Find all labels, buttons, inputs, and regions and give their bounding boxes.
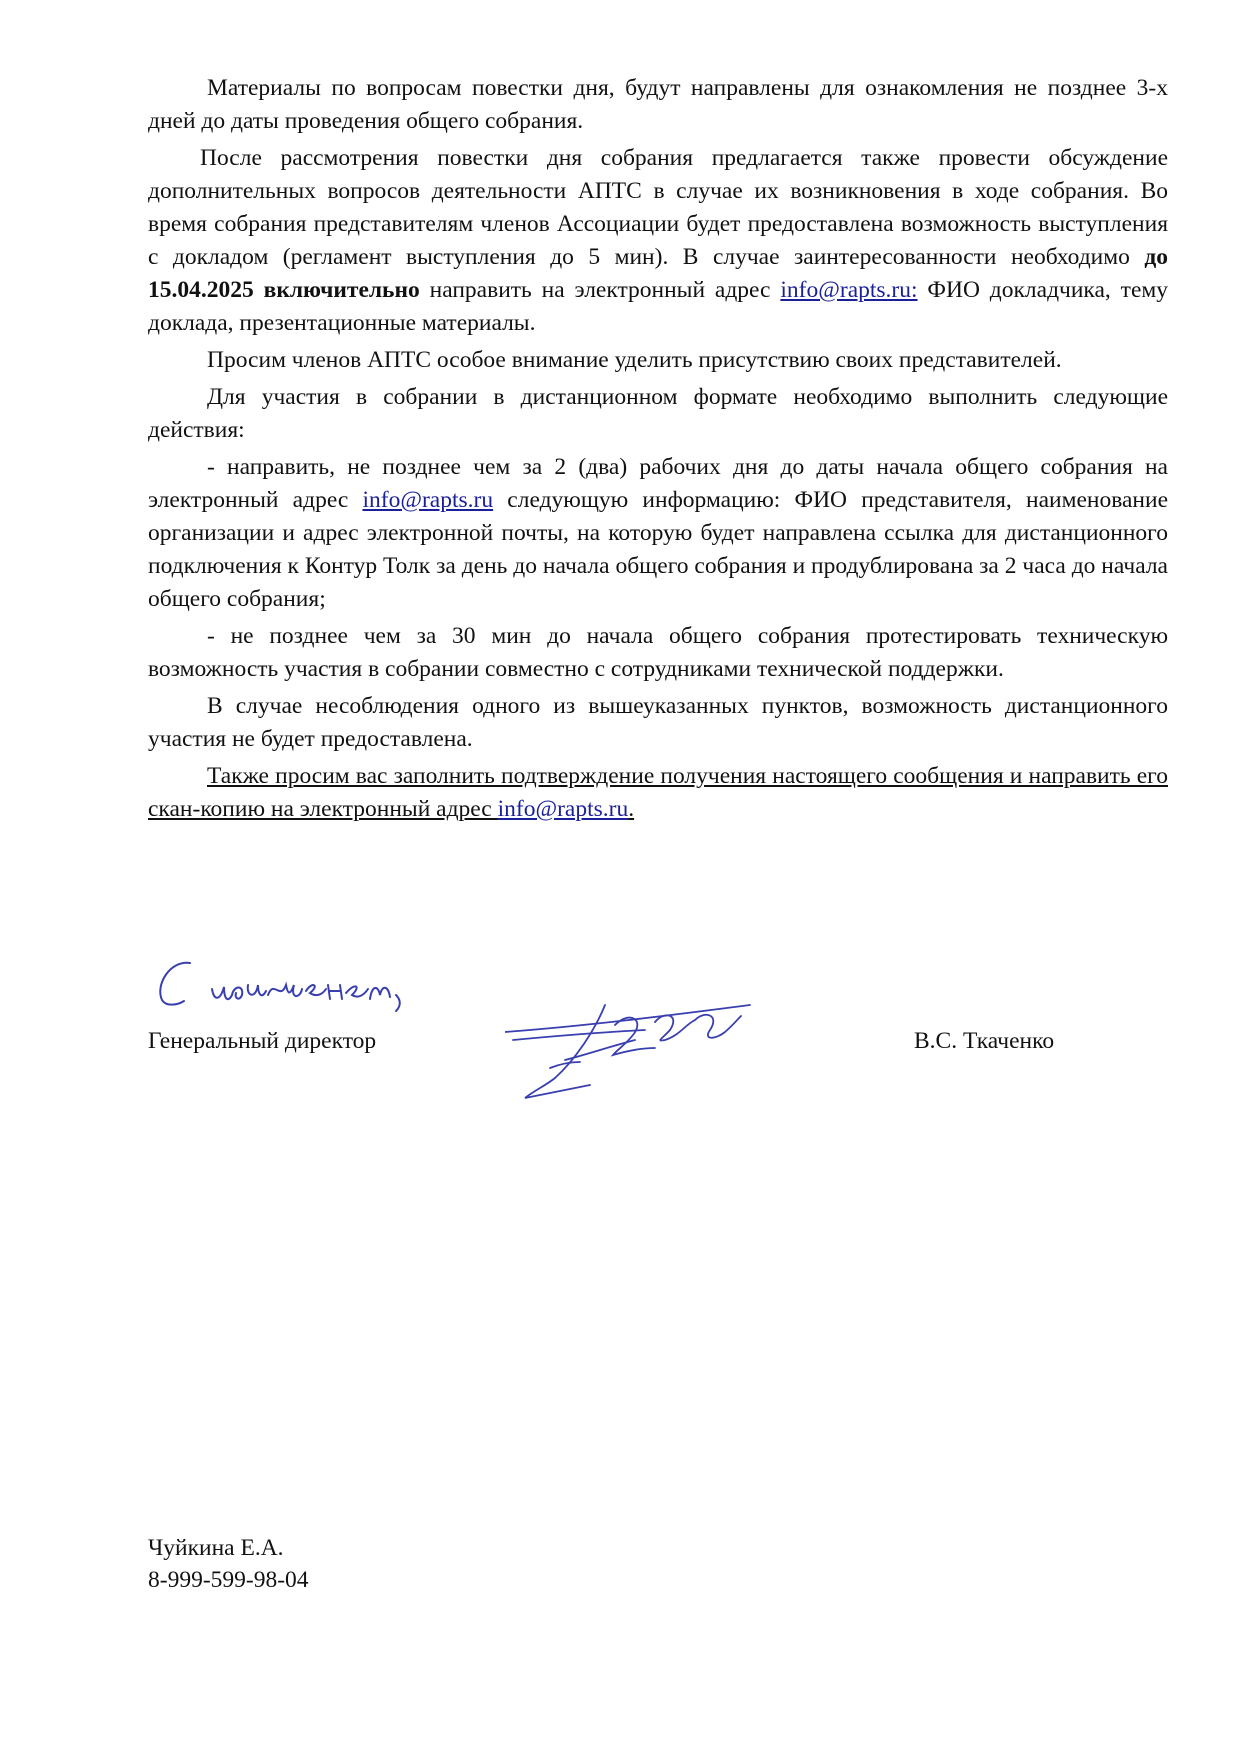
email-link[interactable]: info@rapts.ru: — [780, 277, 918, 303]
signature-row — [148, 1025, 1168, 1065]
handwritten-closing — [150, 955, 450, 1015]
handwritten-closing-image — [150, 955, 450, 1015]
paragraph-remote-intro: Для участия в собрании в дистанционном формате необходимо выполнить следующие действия: — [148, 384, 1168, 443]
contact-person: Чуйкина Е.А. — [148, 1535, 284, 1561]
discussion-text-end: ФИО докладчика, тему доклада, презентационные материалы. — [148, 277, 1168, 336]
paragraph-discussion — [148, 142, 1168, 340]
contact-block — [148, 1532, 309, 1596]
step-1-text-start: - направить, не позднее чем за 2 (два) рабочих дня до даты начала общего собрания на электронный адрес — [148, 454, 1168, 513]
signatory-title: Генеральный директор — [148, 1028, 377, 1054]
confirmation-text-end: . — [628, 796, 635, 822]
paragraph-non-compliance: В случае несоблюдения одного из вышеуказанных пунктов, возможность дистанционного участия не будет предоставлена. — [148, 693, 1168, 752]
email-link[interactable]: info@rapts.ru — [362, 487, 494, 513]
discussion-text-middle: направить на электронный адрес — [419, 277, 781, 303]
email-link[interactable]: info@rapts.ru — [497, 796, 629, 822]
discussion-text-start: После рассмотрения повестки дня собрания предлагается также провести обсуждение дополнительных вопросов деятельности АПТС в случае их возникновения в ходе собрания. Во время собрания представителям членов Ассоциации будет предоставлена возможность выступления с докладом (регламент выступления до 5 мин). В случае заинтересованности необходимо — [148, 145, 1168, 270]
paragraph-remote-step-1 — [148, 451, 1168, 616]
letter-body — [148, 72, 1168, 830]
paragraph-attendance: Просим членов АПТС особое внимание уделить присутствию своих представителей. — [207, 347, 1062, 373]
paragraph-confirmation — [148, 760, 1168, 826]
confirmation-text: Также просим вас заполнить подтверждение получения настоящего сообщения и направить его скан-копию на электронный адрес — [148, 763, 1168, 822]
signatory-name: В.С. Ткаченко — [914, 1028, 1055, 1054]
contact-phone: 8-999-599-98-04 — [148, 1567, 309, 1593]
paragraph-remote-step-2: - не позднее чем за 30 мин до начала общего собрания протестировать техническую возможность участия в собрании совместно с сотрудниками технической поддержки. — [148, 623, 1168, 682]
step-1-text-end: следующую информацию: ФИО представителя, наименование организации и адрес электронной почты, на которую будет направлена ссылка для дистанционного подключения к Контур Толк за день до начала общего собрания и продублирована за 2 часа до начала общего собрания; — [148, 487, 1169, 612]
paragraph-materials: Материалы по вопросам повестки дня, будут направлены для ознакомления не позднее 3-х дней до даты проведения общего собрания. — [148, 75, 1168, 134]
deadline-date: до 15.04.2025 включительно — [148, 244, 1168, 303]
